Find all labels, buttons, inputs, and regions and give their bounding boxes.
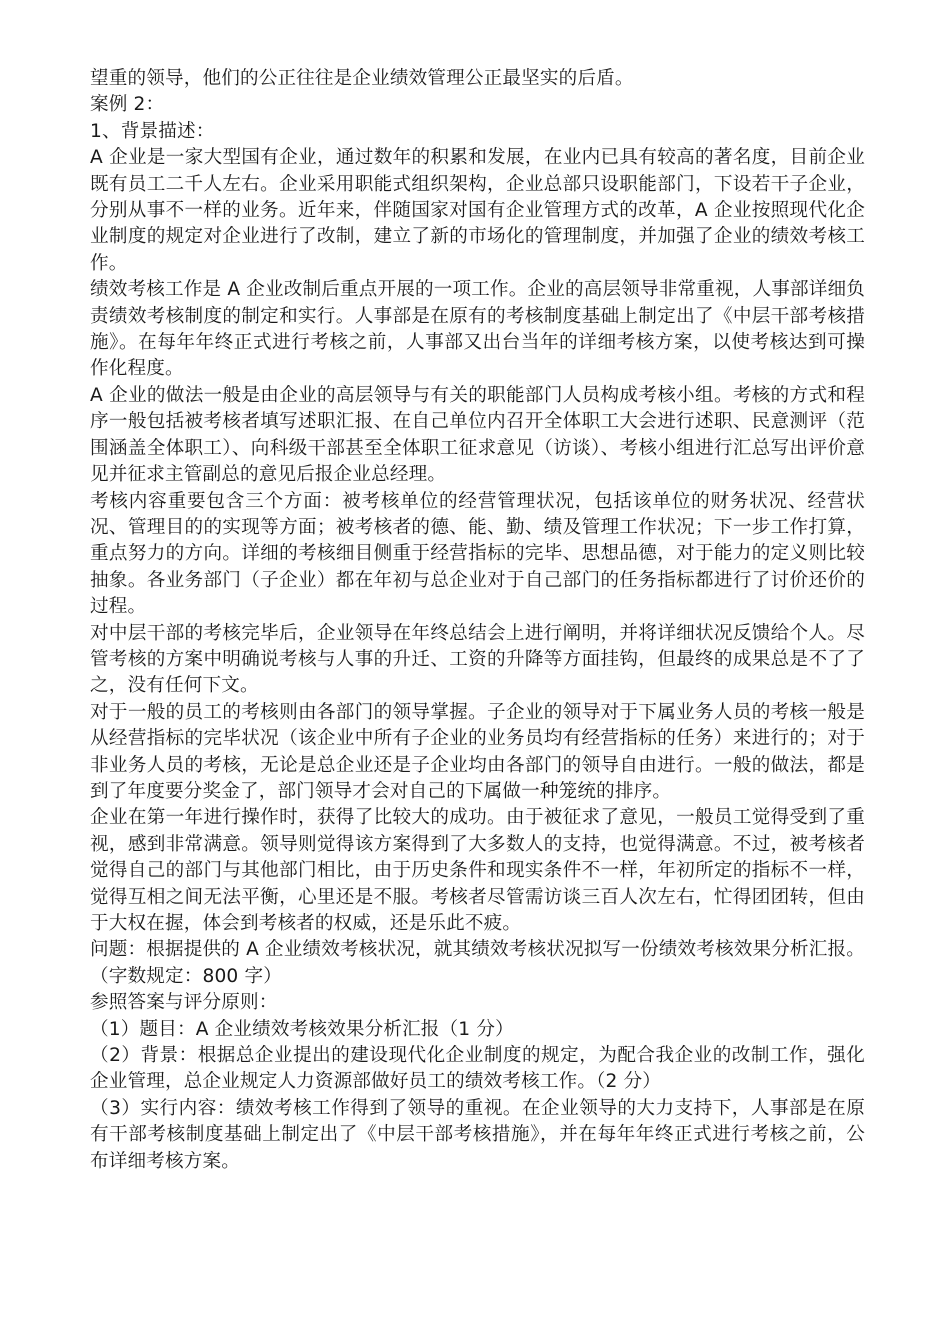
answer-item-title: （1）题目：A 企业绩效考核效果分析汇报（1 分） — [90, 1018, 514, 1040]
answer-item-background: （2）背景：根据总企业提出的建设现代化企业制度的规定，为配合我企业的改制工作，强化企业管理，总企业规定人力资源部做好员工的绩效考核工作。（2 分） — [90, 1045, 865, 1093]
paragraph-assessment-content: 考核内容重要包含三个方面：被考核单位的经营管理状况，包括该单位的财务状况、经营状况、管理目的的实现等方面；被考核者的德、能、勤、绩及管理工作状况；下一步工作打算，重点努力的方向。详细的考核细目侧重于经营指标的完毕、思想品德，对于能力的定义则比较抽象。各业务部门（子企业）都在年初与总企业对于自己部门的任务指标都进行了讨价还价的过程。 — [90, 490, 865, 618]
document-page — [90, 66, 865, 1175]
section-heading-background: 1、背景描述： — [90, 120, 215, 142]
paragraph-first-year-results: 企业在第一年进行操作时，获得了比较大的成功。由于被征求了意见，一般员工觉得受到了重视，感到非常满意。领导则觉得该方案得到了大多数人的支持，也觉得满意。不过，被考核者觉得自己的部门与其他部门相比，由于历史条件和现实条件不一样，年初所定的指标不一样，觉得互相之间无法平衡，心里还是不服。考核者尽管需访谈三百人次左右，忙得团团转，但由于大权在握，体会到考核者的权威，还是乐此不疲。 — [90, 807, 865, 934]
answer-heading: 参照答案与评分原则： — [90, 992, 278, 1014]
paragraph-question: 问题：根据提供的 A 企业绩效考核状况，就其绩效考核状况拟写一份绩效考核效果分析汇报。（字数规定：800 字） — [90, 939, 865, 987]
paragraph-general-staff: 对于一般的员工的考核则由各部门的领导掌握。子企业的领导对于下属业务人员的考核一般是从经营指标的完毕状况（该企业中所有子企业的业务员均有经营指标的任务）来进行的；对于非业务人员的考核，无论是总企业还是子企业均由各部门的领导自由进行。一般的做法，都是到了年度要分奖金了，部门领导才会对自己的下属做一种笼统的排序。 — [90, 701, 865, 802]
paragraph-assessment-process: A 企业的做法一般是由企业的高层领导与有关的职能部门人员构成考核小组。考核的方式和程序一般包括被考核者填写述职汇报、在自己单位内召开全体职工大会进行述职、民意测评（范围涵盖全体职工）、向科级干部甚至全体职工征求意见（访谈）、考核小组进行汇总写出评价意见并征求主管副总的意见后报企业总经理。 — [90, 384, 865, 486]
paragraph-middle-managers: 对中层干部的考核完毕后，企业领导在年终总结会上进行阐明，并将详细状况反馈给个人。尽管考核的方案中明确说考核与人事的升迁、工资的升降等方面挂钩，但最终的成果总是不了了之，没有任何下文。 — [90, 622, 865, 697]
answer-item-implementation: （3）实行内容：绩效考核工作得到了领导的重视。在企业领导的大力支持下，人事部是在原有干部考核制度基础上制定出了《中层干部考核措施》，并在每年年终正式进行考核之前，公布详细考核方案。 — [90, 1097, 865, 1172]
paragraph-company-intro: A 企业是一家大型国有企业，通过数年的积累和发展，在业内已具有较高的著名度，目前企业既有员工二千人左右。企业采用职能式组织架构，企业总部只设职能部门，下设若干子企业，分别从事不一样的业务。近年来，伴随国家对国有企业管理方式的改革，A 企业按照现代化企业制度的规定对企业进行了改制，建立了新的市场化的管理制度，并加强了企业的绩效考核工作。 — [90, 147, 865, 274]
case-heading: 案例 2： — [90, 94, 165, 116]
paragraph-continuation: 望重的领导，他们的公正往往是企业绩效管理公正最坚实的后盾。 — [90, 68, 634, 89]
paragraph-performance-work: 绩效考核工作是 A 企业改制后重点开展的一项工作。企业的高层领导非常重视，人事部详细负责绩效考核制度的制定和实行。人事部是在原有的考核制度基础上制定出了《中层干部考核措施》。在每年年终正式进行考核之前，人事部又出台当年的详细考核方案，以使考核达到可操作化程度。 — [90, 279, 865, 380]
